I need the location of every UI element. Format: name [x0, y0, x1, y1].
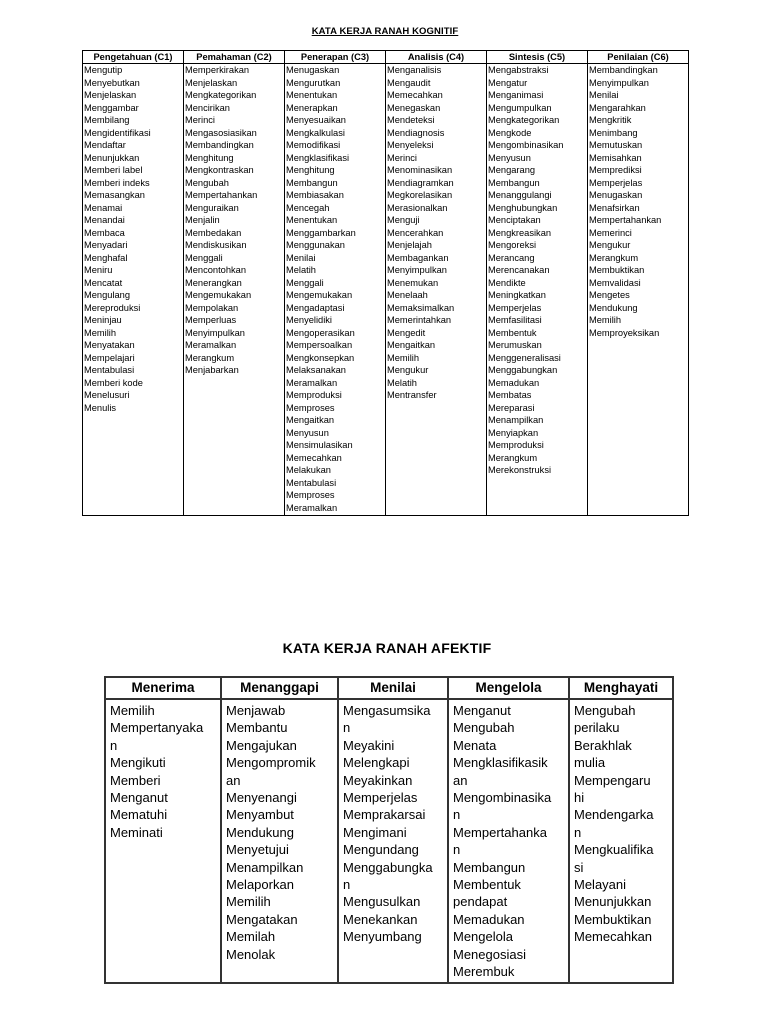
verb-item: Membangun — [453, 859, 526, 875]
verb-item: Menyelidiki — [286, 315, 332, 325]
verb-item: Mentabulasi — [286, 477, 337, 488]
verb-item: Menyimpulkan — [387, 265, 447, 275]
verb-item: Menyadari — [84, 240, 128, 250]
verb-item: Mempertahanka — [453, 824, 547, 840]
verb-item: Mengubah — [574, 703, 636, 718]
verb-item: Menyiapkan — [488, 427, 539, 438]
verb-list-menanggapi — [221, 699, 338, 983]
verb-item: Mereproduksi — [84, 302, 141, 313]
verb-item: Memilih — [589, 315, 622, 325]
verb-item: Memperjelas — [589, 177, 643, 188]
verb-item: Membandingkan — [589, 65, 658, 75]
verb-item: Memilih — [110, 703, 155, 718]
column-header-sintesis: Sintesis (C5) — [487, 51, 588, 64]
verb-item: Menerapkan — [286, 102, 338, 113]
verb-item: Mengikuti — [110, 755, 166, 771]
verb-item: Memproduksi — [286, 390, 342, 400]
verb-item: pendapat — [453, 894, 508, 910]
verb-item: Meningkatkan — [488, 290, 546, 300]
verb-item: Meramalkan — [286, 502, 338, 513]
verb-item: Menegosiasi — [453, 946, 526, 962]
verb-item: Menggali — [286, 277, 324, 288]
verb-item: Mengetes — [589, 290, 630, 300]
verb-item: n — [343, 720, 351, 736]
verb-item: Memilih — [226, 894, 271, 910]
verb-item: Menugaskan — [286, 65, 340, 75]
verb-item: Menelusuri — [84, 390, 130, 400]
column-header-mengelola: Mengelola — [448, 677, 569, 699]
verb-item: Mengabstraksi — [488, 65, 549, 75]
verb-item: Mendukung — [589, 302, 638, 313]
verb-item: Merekonstruksi — [488, 465, 552, 475]
verb-item: Memilih — [387, 352, 420, 363]
verb-item: si — [574, 859, 584, 875]
verb-item: Mengkreasikan — [488, 227, 552, 238]
verb-item: Membangun — [286, 177, 338, 188]
verb-item: Menyetujui — [226, 842, 289, 858]
verb-item: Menyebutkan — [84, 77, 140, 88]
verb-item: Mengulang — [84, 290, 131, 300]
verb-item: Merumuskan — [488, 340, 542, 350]
verb-item: Mendiagnosis — [387, 127, 445, 138]
verb-list-menilai — [338, 699, 448, 983]
verb-item: Memberi kode — [84, 377, 143, 388]
verb-item: Merasionalkan — [387, 202, 448, 213]
column-header-penilaian: Penilaian (C6) — [588, 51, 689, 64]
verb-item: Mengimani — [343, 824, 407, 840]
verb-item: Membangun — [488, 177, 540, 188]
cognitive-title: KATA KERJA RANAH KOGNITIF — [311, 26, 459, 37]
verb-item: Menghitung — [286, 165, 335, 175]
verb-item: Mengadaptasi — [286, 302, 345, 313]
verb-item: Meyakini — [343, 737, 395, 753]
verb-item: Mengaitkan — [387, 340, 436, 350]
verb-item: Membilang — [84, 115, 130, 125]
verb-item: Mencontohkan — [185, 265, 246, 275]
column-header-menerima: Menerima — [105, 677, 221, 699]
verb-item: Memerinci — [589, 227, 632, 238]
verb-item: Mempelajari — [84, 352, 135, 363]
column-header-menilai: Menilai — [338, 677, 448, 699]
verb-item: Mengombinasikan — [488, 140, 564, 150]
affective-title: KATA KERJA RANAH AFEKTIF — [282, 640, 492, 656]
verb-item: Mempersoalkan — [286, 340, 353, 350]
verb-item: Menggunakan — [286, 240, 345, 250]
verb-item: Melatih — [286, 265, 316, 275]
verb-list-menghayati — [569, 699, 673, 983]
verb-item: Mempertahankan — [589, 215, 662, 225]
verb-item: Memfasilitasi — [488, 315, 542, 325]
verb-item: Menyimpulkan — [185, 327, 245, 338]
verb-item: Menampilkan — [226, 859, 304, 875]
verb-item: Mensimulasikan — [286, 440, 353, 450]
verb-item: Menjelaskan — [84, 90, 137, 100]
verb-item: Mempengaru — [574, 772, 651, 788]
verb-item: Menyeleksi — [387, 140, 434, 150]
verb-item: Membatas — [488, 390, 532, 400]
cognitive-verb-table — [82, 50, 689, 516]
verb-list-penerapan — [285, 64, 386, 516]
verb-item: Memisahkan — [589, 152, 642, 163]
verb-item: Menyesuaikan — [286, 115, 346, 125]
verb-item: an — [226, 772, 241, 788]
verb-item: Memadukan — [453, 911, 525, 927]
verb-item: Mencirikan — [185, 102, 230, 113]
verb-item: Menggeneralisasi — [488, 352, 561, 363]
verb-list-menerima — [105, 699, 221, 983]
verb-item: Merembuk — [453, 964, 515, 980]
column-header-penerapan: Penerapan (C3) — [285, 51, 386, 64]
verb-item: Memprediksi — [589, 165, 642, 175]
verb-item: Menilai — [286, 252, 316, 263]
verb-item: Menciptakan — [488, 215, 541, 225]
verb-item: Memecahkan — [286, 452, 342, 463]
verb-item: Merinci — [387, 152, 417, 163]
verb-item: Menyumbang — [343, 929, 422, 945]
verb-item: Membandingkan — [185, 140, 254, 150]
verb-item: Mengajukan — [226, 737, 297, 753]
verb-item: Merangkum — [589, 252, 639, 263]
verb-item: Mengusulkan — [343, 894, 421, 910]
verb-item: n — [453, 807, 461, 823]
verb-item: Meyakinkan — [343, 772, 413, 788]
verb-item: Memasangkan — [84, 190, 145, 200]
verb-item: Menjelajah — [387, 240, 432, 250]
verb-item: Mematuhi — [110, 807, 168, 823]
verb-item: Menentukan — [286, 215, 338, 225]
verb-item: Mengkalkulasi — [286, 127, 345, 138]
verb-item: Melayani — [574, 877, 627, 893]
verb-item: Mengatur — [488, 77, 528, 88]
verb-item: Mengelola — [453, 929, 513, 945]
verb-item: Merangkum — [488, 452, 538, 463]
verb-item: Mencatat — [84, 277, 123, 288]
column-header-pemahaman: Pemahaman (C2) — [184, 51, 285, 64]
verb-item: Menemukan — [387, 277, 439, 288]
verb-item: Merangkum — [185, 352, 235, 363]
verb-item: Menekankan — [343, 911, 418, 927]
verb-item: Memodifikasi — [286, 140, 341, 150]
verb-item: Memperjelas — [343, 790, 418, 806]
verb-item: Mengkonsepkan — [286, 352, 355, 363]
verb-item: Memberi — [110, 772, 161, 788]
verb-item: Melatih — [387, 377, 417, 388]
verb-item: Merancang — [488, 252, 535, 263]
verb-item: Menulis — [84, 402, 117, 413]
verb-item: Mentransfer — [387, 390, 437, 400]
verb-item: Memperluas — [185, 315, 237, 325]
verb-item: Mengaudit — [387, 77, 431, 88]
column-header-pengetahuan: Pengetahuan (C1) — [83, 51, 184, 64]
verb-item: Menegaskan — [387, 102, 441, 113]
verb-item: Menentukan — [286, 90, 338, 100]
verb-item: Melengkapi — [343, 755, 410, 771]
verb-item: Menandai — [84, 215, 125, 225]
verb-item: Mempertanyaka — [110, 720, 204, 736]
verb-item: mulia — [574, 755, 606, 771]
verb-item: Memilah — [226, 929, 276, 945]
verb-item: Memecahkan — [574, 929, 653, 945]
verb-item: Mempertahankan — [185, 190, 258, 200]
verb-item: Mencegah — [286, 202, 330, 213]
verb-item: Membuktikan — [589, 265, 645, 275]
verb-item: Menyambut — [226, 807, 294, 823]
verb-item: Membentuk — [488, 327, 537, 338]
verb-item: Menganalisis — [387, 65, 442, 75]
verb-item: Mengedit — [387, 327, 426, 338]
verb-item: Mengklasifikasi — [286, 152, 350, 163]
verb-item: Mendengarka — [574, 807, 654, 823]
verb-item: Menganimasi — [488, 90, 544, 100]
verb-item: Menggambarkan — [286, 227, 356, 238]
verb-item: Mengumpulkan — [488, 102, 552, 113]
verb-item: Memproduksi — [488, 440, 544, 450]
verb-item: Menyatakan — [84, 340, 135, 350]
verb-item: Memprakarsai — [343, 807, 426, 823]
verb-item: Mendiagramkan — [387, 177, 454, 188]
verb-item: Mengukur — [589, 240, 631, 250]
verb-item: Menugaskan — [589, 190, 643, 200]
verb-item: n — [453, 842, 461, 858]
verb-item: n — [110, 737, 118, 753]
verb-item: Membentuk — [453, 877, 521, 893]
verb-item: Menolak — [226, 946, 276, 962]
verb-item: Menghubungkan — [488, 202, 558, 213]
verb-item: Mengasosiasikan — [185, 127, 257, 138]
verb-item: Mengkritik — [589, 115, 632, 125]
verb-item: Melakukan — [286, 465, 331, 475]
verb-item: Menanggulangi — [488, 190, 552, 200]
verb-item: Meramalkan — [286, 377, 338, 388]
verb-item: Menganut — [110, 790, 168, 806]
verb-item: Merencanakan — [488, 265, 550, 275]
verb-item: Mengoreksi — [488, 240, 537, 250]
verb-item: Mengemukakan — [185, 290, 252, 300]
verb-item: Mereparasi — [488, 402, 535, 413]
verb-item: Mengurutkan — [286, 77, 341, 88]
verb-item: Menjelaskan — [185, 77, 238, 88]
verb-item: Menggabungka — [343, 859, 433, 875]
verb-item: Meminati — [110, 824, 163, 840]
verb-item: Mengkode — [488, 127, 532, 138]
verb-list-analisis — [386, 64, 487, 516]
verb-item: Mempolakan — [185, 302, 239, 313]
verb-item: Menominasikan — [387, 165, 453, 175]
verb-item: Memerintahkan — [387, 315, 452, 325]
verb-list-mengelola — [448, 699, 569, 983]
verb-item: Mengundang — [343, 842, 419, 858]
verb-item: Mengukur — [387, 365, 429, 375]
verb-item: Memberi indeks — [84, 177, 150, 188]
verb-item: Memilih — [84, 327, 117, 338]
verb-list-pengetahuan — [83, 64, 184, 516]
verb-item: Mengaitkan — [286, 415, 335, 425]
verb-list-penilaian — [588, 64, 689, 516]
verb-item: Memberi label — [84, 165, 143, 175]
verb-item: Mendukung — [226, 824, 294, 840]
verb-item: Mendaftar — [84, 140, 126, 150]
verb-item: Megkorelasikan — [387, 190, 453, 200]
verb-item: Meniru — [84, 265, 113, 275]
verb-item: Menghitung — [185, 152, 234, 163]
verb-item: Menimbang — [589, 127, 638, 138]
verb-item: Mengarahkan — [589, 102, 646, 113]
column-header-analisis: Analisis (C4) — [386, 51, 487, 64]
verb-item: Menjabarkan — [185, 365, 239, 375]
verb-item: Mengombinasika — [453, 790, 552, 806]
verb-item: Menjawab — [226, 703, 286, 718]
column-header-menanggapi: Menanggapi — [221, 677, 338, 699]
verb-item: Membedakan — [185, 227, 242, 238]
verb-item: Mencerahkan — [387, 227, 444, 238]
verb-item: Memproses — [286, 490, 335, 500]
verb-item: Mengutip — [84, 65, 123, 75]
verb-item: Membaca — [84, 227, 125, 238]
verb-item: Menghafal — [84, 252, 128, 263]
verb-item: Menafsirkan — [589, 202, 640, 213]
verb-item: Memadukan — [488, 377, 540, 388]
verb-item: Mengkontraskan — [185, 165, 254, 175]
verb-item: Mengklasifikasik — [453, 755, 548, 771]
verb-item: Memperkirakan — [185, 65, 250, 75]
verb-list-pemahaman — [184, 64, 285, 516]
column-header-menghayati: Menghayati — [569, 677, 673, 699]
verb-item: Melaporkan — [226, 877, 294, 893]
verb-item: Meramalkan — [185, 340, 237, 350]
verb-item: Mengompromik — [226, 755, 316, 771]
verb-item: n — [574, 824, 582, 840]
verb-item: Menganut — [453, 703, 511, 718]
verb-item: an — [453, 772, 468, 788]
verb-item: Memproyeksikan — [589, 327, 660, 338]
verb-item: n — [343, 877, 351, 893]
verb-item: Membiasakan — [286, 190, 344, 200]
verb-item: Menggambar — [84, 102, 139, 113]
affective-header-row — [105, 677, 673, 699]
verb-item: Menyenangi — [226, 790, 297, 806]
verb-list-sintesis — [487, 64, 588, 516]
verb-item: Menunjukkan — [84, 152, 140, 163]
verb-item: Membagankan — [387, 252, 449, 263]
verb-item: Menelaah — [387, 290, 428, 300]
affective-body-row — [105, 699, 673, 983]
verb-item: Memutuskan — [589, 140, 643, 150]
verb-item: Mendeteksi — [387, 115, 435, 125]
verb-item: Memperjelas — [488, 302, 542, 313]
verb-item: Mengidentifikasi — [84, 127, 151, 138]
verb-item: Memproses — [286, 402, 335, 413]
verb-item: hi — [574, 790, 585, 806]
verb-item: Mengkualifika — [574, 842, 654, 858]
verb-item: Menyusun — [488, 152, 531, 163]
verb-item: Mentabulasi — [84, 365, 135, 375]
verb-item: Menguraikan — [185, 202, 239, 213]
verb-item: Menguji — [387, 215, 420, 225]
verb-item: Berakhlak — [574, 737, 632, 753]
cognitive-header-row — [83, 51, 689, 64]
cognitive-body-row — [83, 64, 689, 516]
verb-item: Mengarang — [488, 165, 536, 175]
verb-item: Mengoperasikan — [286, 327, 355, 338]
verb-item: Menata — [453, 737, 497, 753]
verb-item: Mengkategorikan — [488, 115, 560, 125]
verb-item: Memvalidasi — [589, 277, 641, 288]
verb-item: Mengatakan — [226, 911, 298, 927]
verb-item: Mengemukakan — [286, 290, 353, 300]
verb-item: Melaksanakan — [286, 365, 346, 375]
verb-item: Membuktikan — [574, 911, 652, 927]
verb-item: Menerangkan — [185, 277, 242, 288]
verb-item: Menggabungkan — [488, 365, 558, 375]
verb-item: Meninjau — [84, 315, 122, 325]
verb-item: Merinci — [185, 115, 215, 125]
verb-item: Mengubah — [185, 177, 229, 188]
verb-item: Membantu — [226, 720, 288, 736]
verb-item: Menggali — [185, 252, 223, 263]
verb-item: Menampilkan — [488, 415, 544, 425]
verb-item: Menyimpulkan — [589, 77, 649, 88]
verb-item: Memecahkan — [387, 90, 443, 100]
verb-item: Menunjukkan — [574, 894, 652, 910]
verb-item: Mendikte — [488, 277, 526, 288]
verb-item: perilaku — [574, 720, 620, 736]
verb-item: Menilai — [589, 90, 619, 100]
verb-item: Menamai — [84, 202, 123, 213]
verb-item: Menyusun — [286, 427, 329, 438]
verb-item: Menjalin — [185, 215, 220, 225]
verb-item: Mengasumsika — [343, 703, 431, 718]
verb-item: Mengubah — [453, 720, 515, 736]
verb-item: Mendiskusikan — [185, 240, 247, 250]
affective-verb-table — [104, 676, 674, 984]
verb-item: Memaksimalkan — [387, 302, 455, 313]
verb-item: Mengkategorikan — [185, 90, 257, 100]
